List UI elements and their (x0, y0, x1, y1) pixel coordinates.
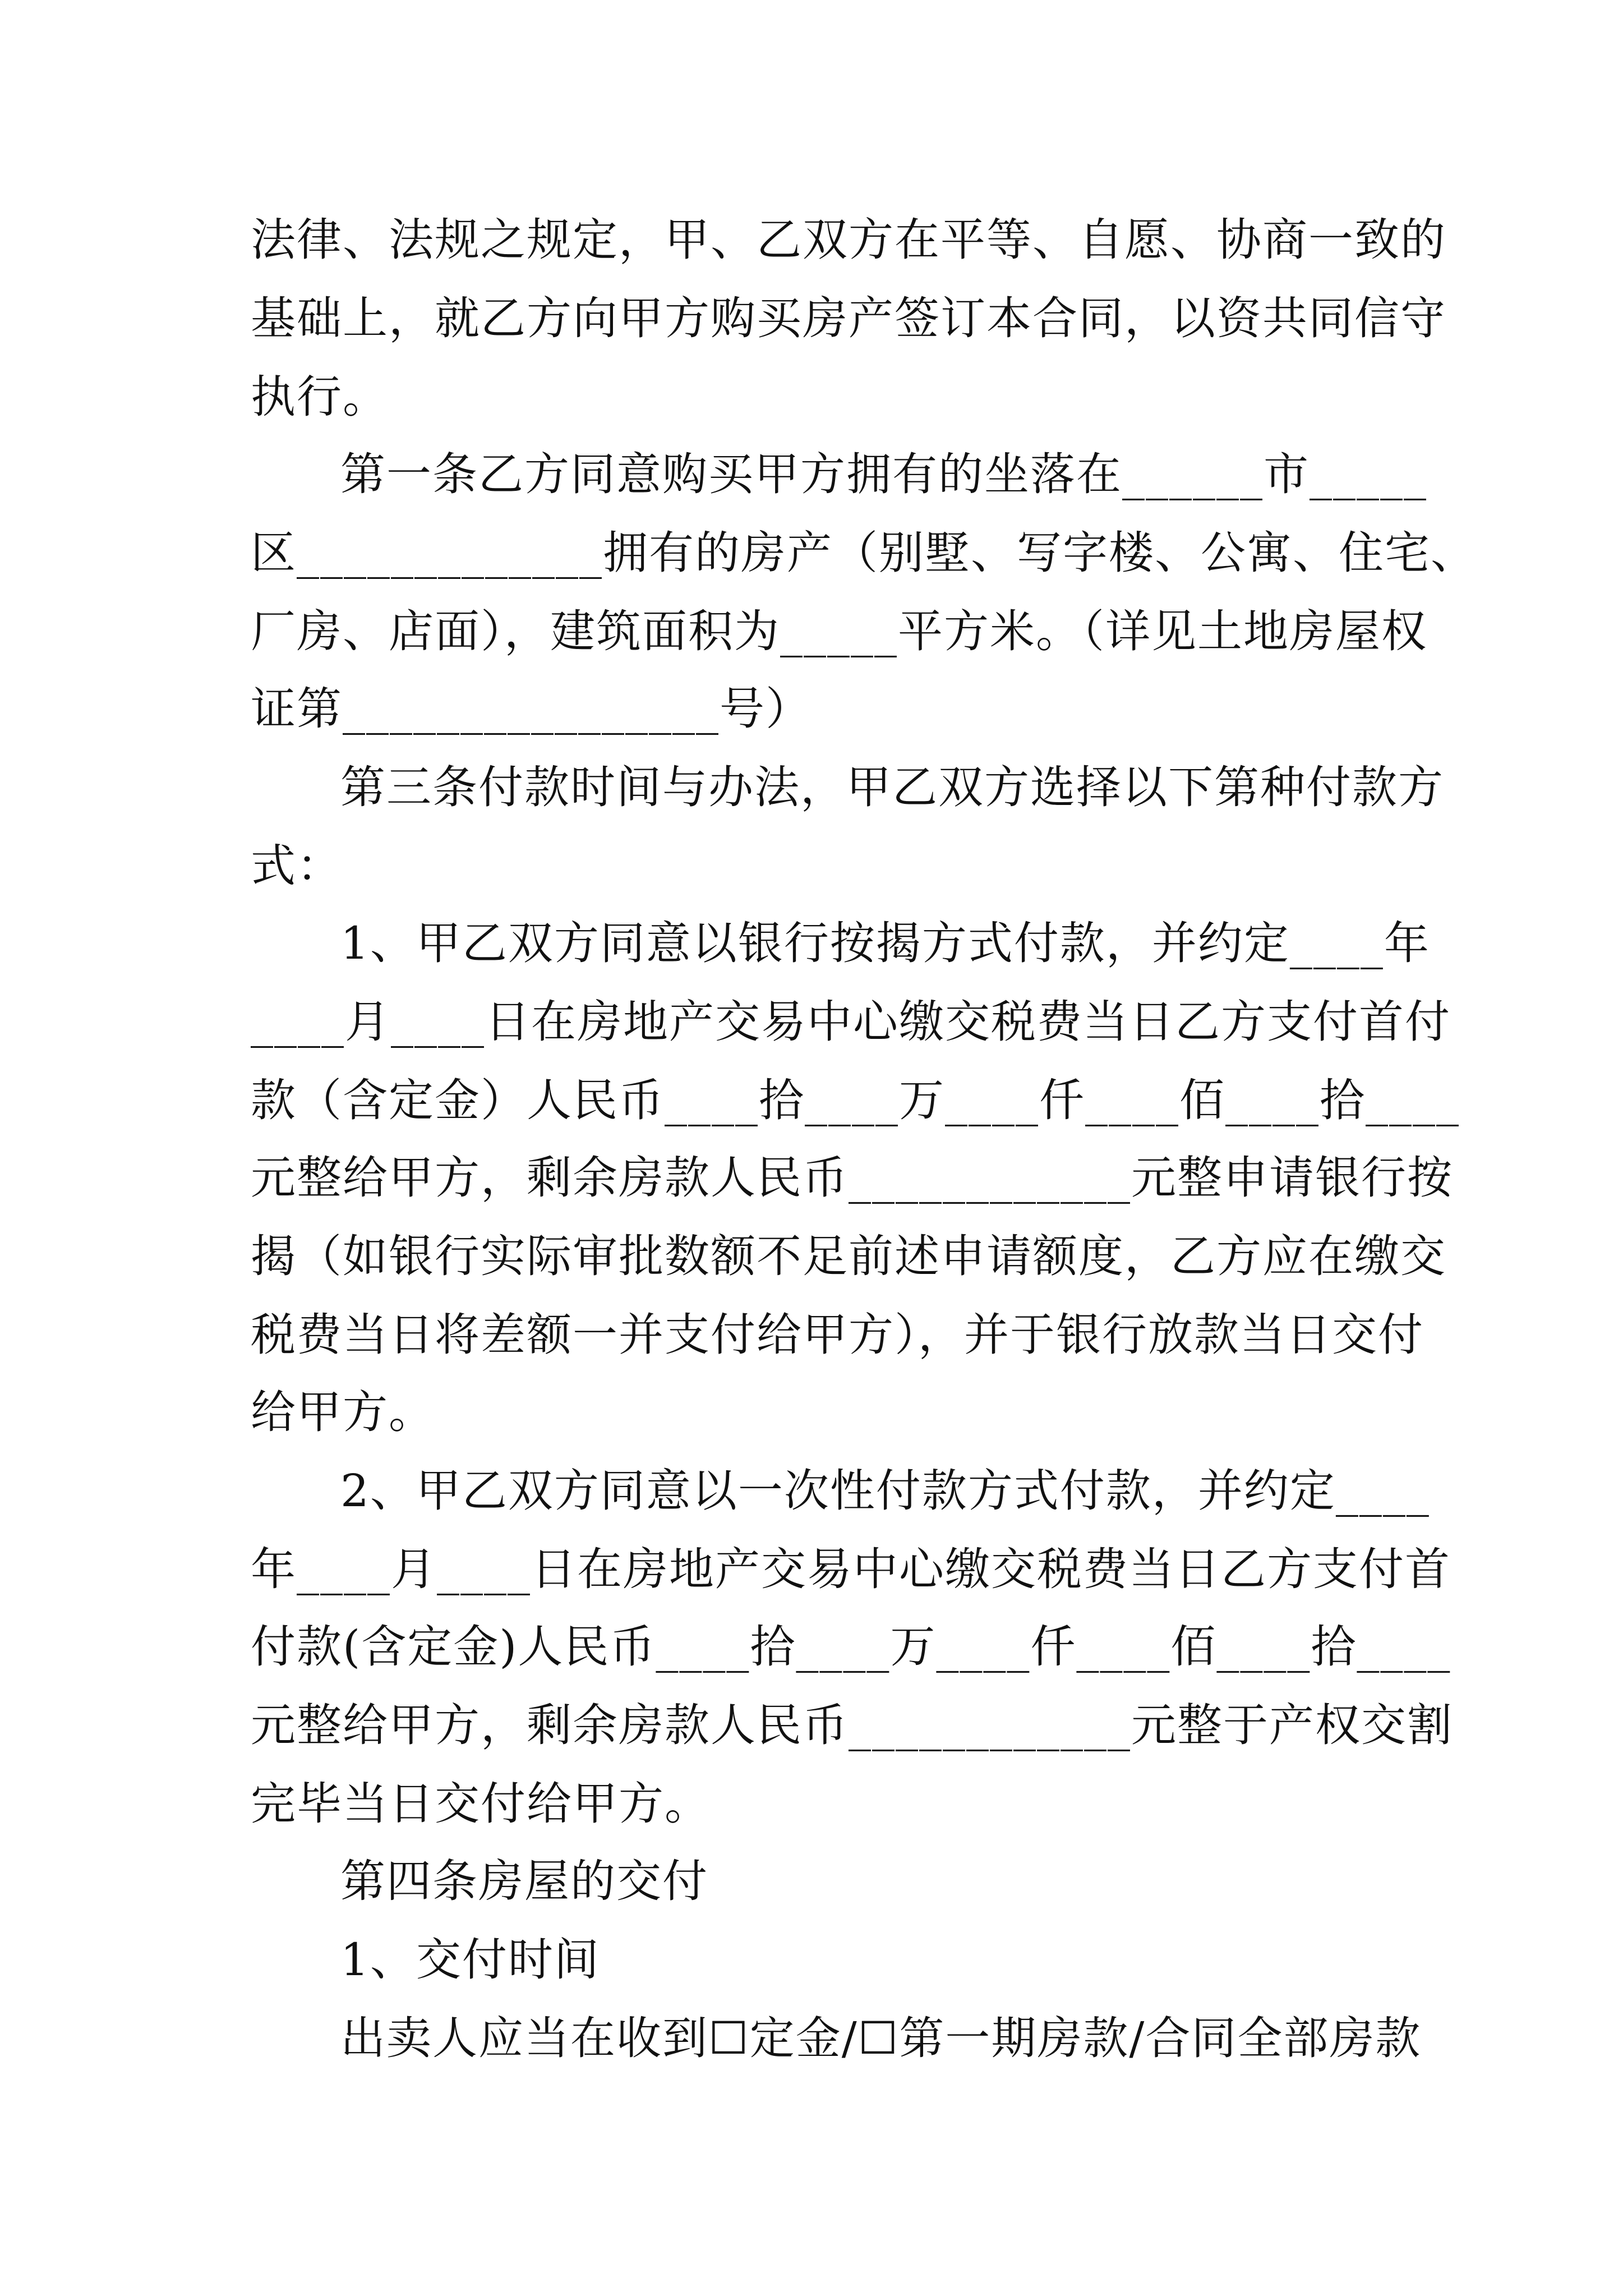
text-line: 基础上，就乙方向甲方购买房产签订本合同，以资共同信守 (251, 292, 1446, 344)
text-line: 出卖人应当在收到☐定金/☐第一期房款/合同全部房款 (340, 2012, 1422, 2064)
text-line: 款（含定金）人民币____拾____万____仟____佰____拾____ (251, 1074, 1460, 1126)
clause-1-line: 1、甲乙双方同意以银行按揭方式付款，并约定____年 (340, 917, 1430, 969)
text-line: 式： (251, 840, 343, 892)
text-line: 给甲方。 (251, 1386, 435, 1438)
text-line: 付款(含定金)人民币____拾____万____仟____佰____拾____ (251, 1621, 1451, 1673)
text-line: 揭（如银行实际审批数额不足前述申请额度，乙方应在缴交 (251, 1230, 1446, 1282)
subclause-heading: 1、交付时间 (340, 1934, 600, 1986)
text-line: 区_____________拥有的房产（别墅、写字楼、公寓、住宅、 (251, 527, 1477, 579)
text-line: 执行。 (251, 371, 389, 423)
text-line: 税费当日将差额一并支付给甲方），并于银行放款当日交付 (251, 1309, 1424, 1361)
text-line: 年____月____日在房地产交易中心缴交税费当日乙方支付首 (251, 1543, 1451, 1595)
article-3-line: 第三条付款时间与办法，甲乙双方选择以下第种付款方 (340, 761, 1444, 813)
text-line: ____月____日在房地产交易中心缴交税费当日乙方支付首付 (251, 996, 1451, 1048)
text-line: 元整给甲方，剩余房款人民币____________元整申请银行按 (251, 1152, 1453, 1204)
text-line: 元整给甲方，剩余房款人民币____________元整于产权交割 (251, 1699, 1453, 1751)
clause-2-line: 2、甲乙双方同意以一次性付款方式付款，并约定____ (340, 1465, 1430, 1517)
text-line: 法律、法规之规定，甲、乙双方在平等、自愿、协商一致的 (251, 214, 1446, 266)
text-line: 完毕当日交付给甲方。 (251, 1778, 711, 1830)
article-4-heading: 第四条房屋的交付 (340, 1855, 708, 1907)
text-line: 证第________________号） (251, 683, 811, 735)
text-line: 厂房、店面），建筑面积为_____平方米。（详见土地房屋权 (251, 605, 1427, 657)
article-1-line: 第一条乙方同意购买甲方拥有的坐落在______市_____ (340, 448, 1427, 500)
